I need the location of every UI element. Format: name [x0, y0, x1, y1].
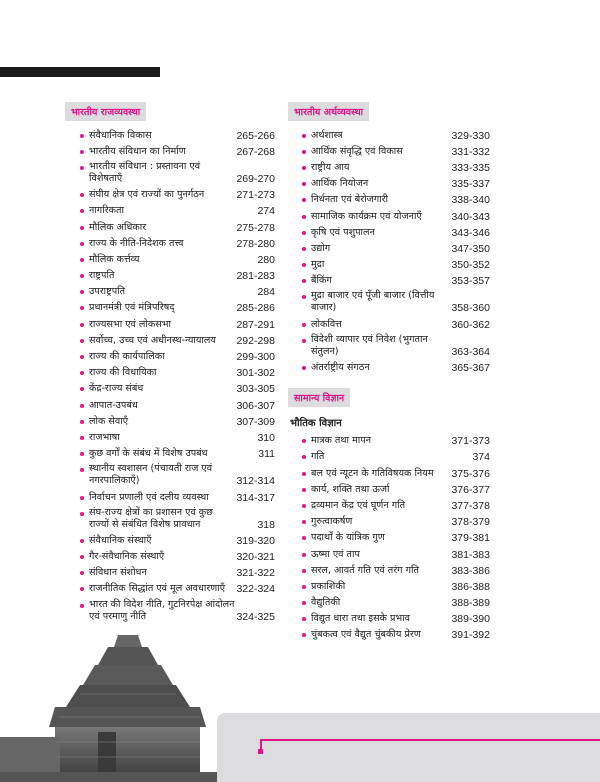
bullet-icon	[80, 339, 84, 343]
toc-entry[interactable]	[65, 505, 275, 532]
entry-title: भारत की विदेश नीति, गुटनिरपेक्ष आंदोलन एवं परमाणु नीति	[89, 598, 235, 622]
entry-pages: 303-305	[236, 383, 275, 396]
entry-pages: 363-364	[451, 345, 490, 358]
entry-title: संघीय क्षेत्र एवं राज्यों का पुनर्गठन	[89, 189, 205, 201]
toc-entry[interactable]	[288, 332, 490, 359]
section-title-polity: भारतीय राजव्यवस्था	[65, 102, 146, 121]
toc-entry[interactable]	[65, 446, 275, 462]
footer-gray-panel	[217, 713, 600, 782]
toc-entry[interactable]	[288, 578, 490, 594]
entry-pages: 389-390	[451, 613, 490, 626]
bullet-icon	[302, 536, 306, 540]
entry-pages: 381-383	[451, 548, 490, 561]
entry-pages: 375-376	[451, 467, 490, 480]
top-black-bar	[0, 67, 160, 77]
entry-pages: 320-321	[236, 551, 275, 564]
entry-title: राज्यसभा एवं लोकसभा	[89, 318, 171, 330]
toc-entry[interactable]	[288, 359, 490, 375]
entry-pages: 280	[257, 253, 275, 266]
entry-title: सरल, आवर्त गति एवं तरंग गति	[311, 564, 419, 576]
entry-pages: 374	[472, 451, 490, 464]
entry-title: विद्युत धारा तथा इसके प्रभाव	[311, 613, 410, 625]
economy-list	[288, 127, 490, 376]
toc-entry[interactable]	[65, 251, 275, 267]
entry-title: राष्ट्रीय आय	[311, 161, 350, 173]
bullet-icon	[302, 488, 306, 492]
toc-entry[interactable]	[288, 530, 490, 546]
toc-entry[interactable]	[288, 497, 490, 513]
entry-pages: 287-291	[236, 318, 275, 331]
entry-pages: 281-283	[236, 270, 275, 283]
toc-entry[interactable]	[288, 449, 490, 465]
bullet-icon	[80, 468, 84, 472]
bullet-icon	[302, 166, 306, 170]
bullet-icon	[302, 150, 306, 154]
entry-pages: 321-322	[236, 567, 275, 580]
bullet-icon	[80, 150, 84, 154]
bullet-icon	[302, 617, 306, 621]
entry-title: प्रधानमंत्री एवं मंत्रिपरिषद्	[89, 302, 175, 314]
toc-entry[interactable]	[288, 481, 490, 497]
toc-entry[interactable]	[288, 595, 490, 611]
entry-title: निर्वाचन प्रणाली एवं दलीय व्यवस्था	[89, 491, 209, 503]
entry-pages: 378-379	[451, 516, 490, 529]
bullet-icon	[80, 355, 84, 359]
bullet-icon	[80, 290, 84, 294]
entry-pages: 299-300	[236, 351, 275, 364]
entry-title: ऊष्मा एवं ताप	[311, 548, 360, 560]
entry-pages: 310	[257, 431, 275, 444]
temple-illustration	[0, 632, 218, 782]
bullet-icon	[80, 209, 84, 213]
bullet-icon	[302, 439, 306, 443]
entry-pages: 365-367	[451, 362, 490, 375]
bullet-icon	[302, 585, 306, 589]
toc-entry[interactable]	[288, 465, 490, 481]
entry-pages: 318	[257, 518, 275, 531]
entry-pages: 301-302	[236, 367, 275, 380]
entry-title: आर्थिक संवृद्धि एवं विकास	[311, 145, 403, 157]
entry-pages: 322-324	[236, 583, 275, 596]
toc-entry[interactable]	[288, 224, 490, 240]
entry-title: मौलिक अधिकार	[89, 221, 147, 233]
entry-title: संवैधानिक विकास	[89, 129, 152, 141]
entry-title: मात्रक तथा मापन	[311, 435, 372, 447]
bullet-icon	[302, 215, 306, 219]
entry-pages: 292-298	[236, 334, 275, 347]
bullet-icon	[80, 604, 84, 608]
entry-pages: 271-273	[236, 189, 275, 202]
entry-pages: 353-357	[451, 275, 490, 288]
bullet-icon	[302, 323, 306, 327]
entry-title: कार्य, शक्ति तथा ऊर्जा	[311, 483, 390, 495]
bullet-icon	[80, 496, 84, 500]
toc-entry[interactable]	[65, 268, 275, 284]
entry-title: मुद्रा बाजार एवं पूँजी बाजार (वित्तीय बाजार)	[311, 290, 435, 314]
entry-title: मुद्रा	[311, 259, 325, 271]
entry-title: गुरुत्वाकर्षण	[311, 516, 353, 528]
entry-title: उद्योग	[311, 242, 331, 254]
toc-entry[interactable]	[65, 565, 275, 581]
toc-entry[interactable]	[288, 546, 490, 562]
entry-pages: 307-309	[236, 415, 275, 428]
toc-entry[interactable]	[65, 159, 275, 186]
polity-column	[65, 100, 275, 624]
entry-pages: 284	[257, 286, 275, 299]
toc-entry[interactable]	[65, 203, 275, 219]
entry-pages: 391-392	[451, 629, 490, 642]
entry-title: गैर-संवैधानिक संस्थाएँ	[89, 551, 165, 563]
section-title-science: सामान्य विज्ञान	[288, 388, 350, 407]
entry-title: संवैधानिक संस्थाएँ	[89, 534, 152, 546]
toc-entry[interactable]	[288, 627, 490, 643]
bullet-icon	[302, 263, 306, 267]
toc-entry[interactable]	[65, 532, 275, 548]
entry-pages: 275-278	[236, 221, 275, 234]
entry-title: कृषि एवं पशुपालन	[311, 226, 375, 238]
toc-entry[interactable]	[288, 289, 490, 316]
entry-title: सामाजिक कार्यक्रम एवं योजनाएँ	[311, 210, 422, 222]
bullet-icon	[80, 387, 84, 391]
entry-title: कुछ वर्गों के संबंध में विशेष उपबंध	[89, 448, 208, 460]
entry-pages: 269-270	[236, 172, 275, 185]
toc-entry[interactable]	[65, 365, 275, 381]
entry-pages: 265-266	[236, 129, 275, 142]
entry-pages: 314-317	[236, 491, 275, 504]
bullet-icon	[302, 366, 306, 370]
entry-title: निर्धनता एवं बेरोजगारी	[311, 194, 389, 206]
entry-title: बल एवं न्यूटन के गतिविषयक नियम	[311, 467, 434, 479]
bullet-icon	[80, 555, 84, 559]
entry-title: राज्य की कार्यपालिका	[89, 351, 165, 363]
bullet-icon	[302, 182, 306, 186]
entry-pages: 358-360	[451, 302, 490, 315]
entry-title: द्रव्यमान केंद्र एवं घूर्णन गति	[311, 499, 406, 511]
entry-pages: 285-286	[236, 302, 275, 315]
bullet-icon	[80, 436, 84, 440]
bullet-icon	[302, 198, 306, 202]
footer-accent-line	[260, 739, 600, 741]
entry-pages: 350-352	[451, 259, 490, 272]
toc-entry[interactable]	[288, 257, 490, 273]
entry-pages: 306-307	[236, 399, 275, 412]
footer-accent-square	[258, 749, 263, 754]
entry-title: राज्य की विधायिका	[89, 367, 157, 379]
bullet-icon	[80, 166, 84, 170]
toc-entry[interactable]	[65, 581, 275, 597]
bullet-icon	[302, 569, 306, 573]
entry-pages: 383-386	[451, 564, 490, 577]
entry-title: राज्य के नीति-निदेशक तत्त्व	[89, 237, 184, 249]
toc-entry[interactable]	[288, 208, 490, 224]
economy-science-column	[288, 100, 490, 643]
bullet-icon	[80, 258, 84, 262]
entry-pages: 340-343	[451, 210, 490, 223]
entry-title: सर्वोच्च, उच्च एवं अधीनस्थ-न्यायालय	[89, 334, 216, 346]
bullet-icon	[302, 520, 306, 524]
toc-entry[interactable]	[288, 273, 490, 289]
entry-pages: 371-373	[451, 435, 490, 448]
entry-pages: 267-268	[236, 145, 275, 158]
toc-entry[interactable]	[65, 597, 275, 624]
bullet-icon	[80, 306, 84, 310]
bullet-icon	[302, 339, 306, 343]
entry-title: संविधान संशोधन	[89, 567, 147, 579]
entry-title: मौलिक कर्त्तव्य	[89, 253, 140, 265]
entry-pages: 311	[258, 448, 275, 461]
bullet-icon	[80, 371, 84, 375]
entry-title: राष्ट्रपति	[89, 270, 115, 282]
entry-pages: 338-340	[451, 194, 490, 207]
entry-pages: 278-280	[236, 237, 275, 250]
entry-title: उपराष्ट्रपति	[89, 286, 126, 298]
entry-title: अर्थशास्त्र	[311, 129, 343, 141]
entry-title: केंद्र-राज्य संबंध	[89, 383, 144, 395]
toc-entry[interactable]	[288, 611, 490, 627]
toc-entry[interactable]	[65, 429, 275, 445]
toc-entry[interactable]	[288, 514, 490, 530]
entry-title: विदेशी व्यापार एवं निवेश (भुगतान संतुलन)	[311, 333, 428, 357]
bullet-icon	[80, 587, 84, 591]
entry-title: प्रकाशिकी	[311, 580, 346, 592]
toc-entry[interactable]	[288, 143, 490, 159]
toc-entry[interactable]	[65, 332, 275, 348]
entry-title: संघ-राज्य क्षेत्रों का प्रशासन एवं कुछ राज्यों से संबंधित विशेष प्रावधान	[89, 506, 213, 530]
toc-entry[interactable]	[65, 316, 275, 332]
polity-list	[65, 127, 275, 624]
physics-list	[288, 433, 490, 643]
entry-title: चुंबकत्व एवं वैद्युत चुंबकीय प्रेरण	[311, 629, 421, 641]
entry-title: गति	[311, 451, 325, 463]
bullet-icon	[302, 134, 306, 138]
entry-title: भारतीय संविधान : प्रस्तावना एवं विशेषताएँ	[89, 160, 201, 184]
entry-pages: 343-346	[451, 226, 490, 239]
toc-entry[interactable]	[288, 192, 490, 208]
toc-entry[interactable]	[288, 240, 490, 256]
toc-entry[interactable]	[65, 462, 275, 489]
bullet-icon	[302, 553, 306, 557]
bullet-icon	[80, 452, 84, 456]
toc-entry[interactable]	[65, 413, 275, 429]
entry-pages: 274	[257, 205, 275, 218]
bullet-icon	[80, 512, 84, 516]
toc-entry[interactable]	[65, 381, 275, 397]
toc-entry[interactable]	[288, 127, 490, 143]
toc-entry[interactable]	[65, 235, 275, 251]
toc-entry[interactable]	[65, 187, 275, 203]
toc-entry[interactable]	[288, 433, 490, 449]
entry-pages: 312-314	[236, 475, 275, 488]
entry-title: राजभाषा	[89, 431, 120, 443]
bullet-icon	[80, 193, 84, 197]
toc-entry[interactable]	[65, 284, 275, 300]
toc-entry[interactable]	[65, 219, 275, 235]
bullet-icon	[302, 633, 306, 637]
bullet-icon	[302, 455, 306, 459]
bullet-icon	[80, 571, 84, 575]
entry-pages: 379-381	[451, 532, 490, 545]
bullet-icon	[302, 231, 306, 235]
toc-entry[interactable]	[65, 549, 275, 565]
entry-title: पदार्थों के यांत्रिक गुण	[311, 532, 385, 544]
entry-title: स्थानीय स्वशासन (पंचायती राज एवं नगरपालिकाएँ)	[89, 463, 213, 487]
toc-entry[interactable]	[288, 562, 490, 578]
bullet-icon	[80, 226, 84, 230]
bullet-icon	[80, 274, 84, 278]
toc-entry[interactable]	[65, 489, 275, 505]
entry-pages: 386-388	[451, 580, 490, 593]
section-title-economy: भारतीय अर्थव्यवस्था	[288, 102, 369, 121]
entry-title: भारतीय संविधान का निर्माण	[89, 145, 186, 157]
bullet-icon	[80, 539, 84, 543]
entry-pages: 324-325	[236, 610, 275, 623]
bullet-icon	[302, 247, 306, 251]
entry-title: अंतर्राष्ट्रीय संगठन	[311, 362, 370, 374]
entry-title: राजनीतिक सिद्धांत एवं मूल अवधारणाएँ	[89, 583, 226, 595]
entry-pages: 347-350	[451, 242, 490, 255]
toc-entry[interactable]	[65, 143, 275, 159]
entry-pages: 331-332	[451, 145, 490, 158]
toc-entry[interactable]	[65, 348, 275, 364]
entry-pages: 335-337	[451, 178, 490, 191]
entry-title: आर्थिक नियोजन	[311, 178, 369, 190]
bullet-icon	[302, 295, 306, 299]
entry-pages: 360-362	[451, 318, 490, 331]
entry-title: बैंकिंग	[311, 275, 332, 287]
toc-entry[interactable]	[65, 300, 275, 316]
bullet-icon	[80, 404, 84, 408]
entry-pages: 319-320	[236, 534, 275, 547]
entry-pages: 377-378	[451, 499, 490, 512]
toc-entry[interactable]	[288, 159, 490, 175]
subsection-title-physics: भौतिक विज्ञान	[290, 417, 342, 429]
bullet-icon	[302, 472, 306, 476]
entry-pages: 388-389	[451, 597, 490, 610]
toc-entry[interactable]	[65, 127, 275, 143]
bullet-icon	[302, 504, 306, 508]
toc-entry[interactable]	[288, 176, 490, 192]
bullet-icon	[80, 242, 84, 246]
entry-title: आपात-उपबंध	[89, 399, 138, 411]
entry-title: लोक सेवाएँ	[89, 415, 129, 427]
entry-title: नागरिकता	[89, 205, 124, 217]
entry-pages: 376-377	[451, 483, 490, 496]
bullet-icon	[80, 420, 84, 424]
entry-pages: 329-330	[451, 129, 490, 142]
entry-title: लोकवित्त	[311, 318, 342, 330]
bullet-icon	[80, 134, 84, 138]
bullet-icon	[80, 323, 84, 327]
bullet-icon	[302, 279, 306, 283]
toc-entry[interactable]	[65, 397, 275, 413]
entry-pages: 333-335	[451, 161, 490, 174]
bullet-icon	[302, 601, 306, 605]
toc-entry[interactable]	[288, 316, 490, 332]
entry-title: वैद्युतिकी	[311, 597, 341, 609]
